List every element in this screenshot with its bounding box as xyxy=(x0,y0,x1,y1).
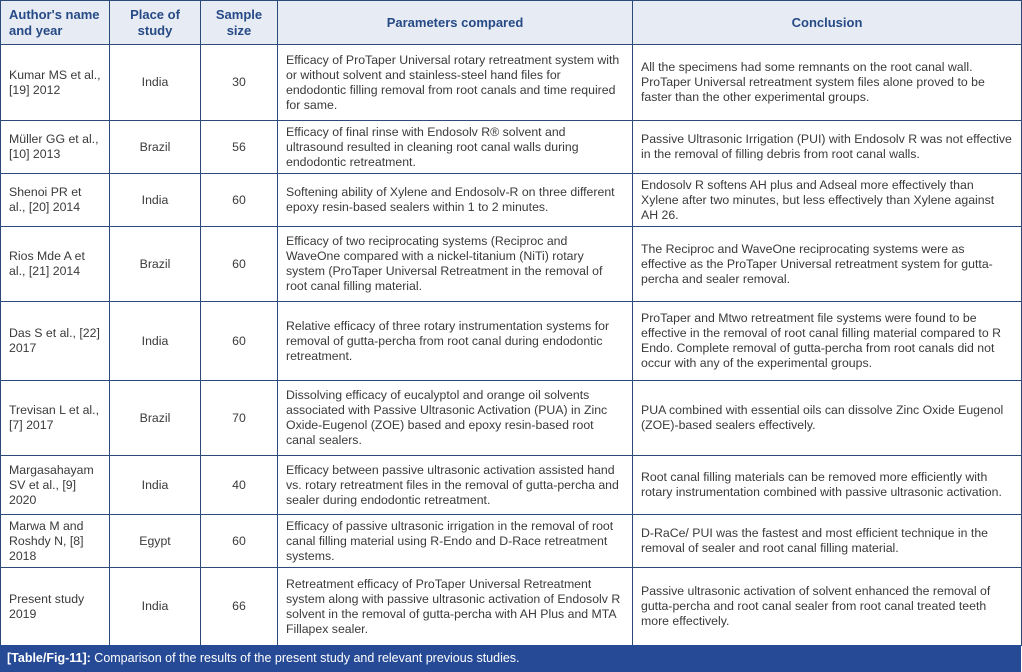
header-parameters: Parameters compared xyxy=(278,1,633,45)
cell-place: India xyxy=(110,302,201,381)
cell-sample-size: 66 xyxy=(201,568,278,646)
cell-place: India xyxy=(110,568,201,646)
cell-sample-size: 60 xyxy=(201,302,278,381)
cell-conclusion: The Reciproc and WaveOne reciprocating systems were as effective as the ProTaper Universal retreatment system for gutta-percha and sealer removal. xyxy=(633,227,1022,302)
cell-conclusion: Passive ultrasonic activation of solvent enhanced the removal of gutta-percha and root canal sealer from root canal treated teeth more effectively. xyxy=(633,568,1022,646)
table-caption xyxy=(0,645,1021,672)
cell-sample-size: 56 xyxy=(201,121,278,174)
header-conclusion: Conclusion xyxy=(633,1,1022,45)
table-row xyxy=(1,227,1022,302)
cell-parameters: Efficacy of passive ultrasonic irrigation in the removal of root canal filling material using R-Endo and D-Race retreatment systems. xyxy=(278,515,633,568)
cell-parameters: Dissolving efficacy of eucalyptol and orange oil solvents associated with Passive Ultrasonic Activation (PUA) in Zinc Oxide-Eugenol (ZOE) based and epoxy resin-based root canal sealers. xyxy=(278,381,633,456)
cell-place: Egypt xyxy=(110,515,201,568)
caption-label: [Table/Fig-11]: xyxy=(7,651,91,665)
cell-conclusion: Passive Ultrasonic Irrigation (PUI) with Endosolv R was not effective in the removal of filling debris from root canal walls. xyxy=(633,121,1022,174)
cell-conclusion: ProTaper and Mtwo retreatment file systems were found to be effective in the removal of root canal filling material compared to R Endo. Complete removal of gutta-percha from root canals did not occur with any of the experimental groups. xyxy=(633,302,1022,381)
cell-author: Rios Mde A et al., [21] 2014 xyxy=(1,227,110,302)
table-row xyxy=(1,568,1022,646)
cell-place: Brazil xyxy=(110,381,201,456)
cell-place: India xyxy=(110,45,201,121)
cell-place: India xyxy=(110,456,201,515)
header-row xyxy=(1,1,1022,45)
table-body xyxy=(1,45,1022,646)
cell-author: Present study 2019 xyxy=(1,568,110,646)
cell-parameters: Retreatment efficacy of ProTaper Universal Retreatment system along with passive ultrasonic activation of Endosolv R solvent in the removal of gutta-percha with AH Plus and MTA Fillapex sealer. xyxy=(278,568,633,646)
cell-conclusion: PUA combined with essential oils can dissolve Zinc Oxide Eugenol (ZOE)-based sealers effectively. xyxy=(633,381,1022,456)
table-row xyxy=(1,174,1022,227)
cell-author: Trevisan L et al., [7] 2017 xyxy=(1,381,110,456)
table-row xyxy=(1,121,1022,174)
cell-sample-size: 30 xyxy=(201,45,278,121)
cell-parameters: Relative efficacy of three rotary instrumentation systems for removal of gutta-percha from root canal during endodontic retreatment. xyxy=(278,302,633,381)
cell-parameters: Efficacy between passive ultrasonic activation assisted hand vs. rotary retreatment files in the removal of gutta-percha and sealer during endodontic retreatment. xyxy=(278,456,633,515)
cell-place: India xyxy=(110,174,201,227)
cell-conclusion: D-RaCe/ PUI was the fastest and most efficient technique in the removal of sealer and root canal filling material. xyxy=(633,515,1022,568)
table-row xyxy=(1,302,1022,381)
cell-conclusion: Root canal filling materials can be removed more efficiently with rotary instrumentation combined with passive ultrasonic activation. xyxy=(633,456,1022,515)
cell-sample-size: 70 xyxy=(201,381,278,456)
cell-author: Margasahayam SV et al., [9] 2020 xyxy=(1,456,110,515)
cell-sample-size: 60 xyxy=(201,227,278,302)
cell-sample-size: 60 xyxy=(201,174,278,227)
cell-author: Müller GG et al., [10] 2013 xyxy=(1,121,110,174)
header-author: Author's name and year xyxy=(1,1,110,45)
cell-parameters: Efficacy of ProTaper Universal rotary retreatment system with or without solvent and stainless-steel hand files for endodontic filling removal from root canals and time required for same. xyxy=(278,45,633,121)
cell-author: Das S et al., [22] 2017 xyxy=(1,302,110,381)
cell-conclusion: All the specimens had some remnants on the root canal wall. ProTaper Universal retreatment system files alone proved to be faster than the other experimental groups. xyxy=(633,45,1022,121)
cell-parameters: Softening ability of Xylene and Endosolv-R on three different epoxy resin-based sealers within 1 to 2 minutes. xyxy=(278,174,633,227)
cell-author: Marwa M and Roshdy N, [8] 2018 xyxy=(1,515,110,568)
caption-text: Comparison of the results of the present study and relevant previous studies. xyxy=(90,651,520,665)
table-row xyxy=(1,45,1022,121)
table-row xyxy=(1,381,1022,456)
cell-place: Brazil xyxy=(110,227,201,302)
table-row xyxy=(1,515,1022,568)
table-row xyxy=(1,456,1022,515)
cell-parameters: Efficacy of two reciprocating systems (Reciproc and WaveOne compared with a nickel-titanium (NiTi) rotary system (ProTaper Universal Retreatment in the removal of root canal filling material. xyxy=(278,227,633,302)
header-sample-size: Sample size xyxy=(201,1,278,45)
cell-conclusion: Endosolv R softens AH plus and Adseal more effectively than Xylene after two minutes, but less effectively than Xylene against AH 26. xyxy=(633,174,1022,227)
cell-author: Kumar MS et al., [19] 2012 xyxy=(1,45,110,121)
cell-sample-size: 60 xyxy=(201,515,278,568)
cell-sample-size: 40 xyxy=(201,456,278,515)
header-place: Place of study xyxy=(110,1,201,45)
cell-author: Shenoi PR et al., [20] 2014 xyxy=(1,174,110,227)
cell-place: Brazil xyxy=(110,121,201,174)
table-header xyxy=(1,1,1022,45)
cell-parameters: Efficacy of final rinse with Endosolv R® solvent and ultrasound resulted in cleaning root canal walls during endodontic retreatment. xyxy=(278,121,633,174)
